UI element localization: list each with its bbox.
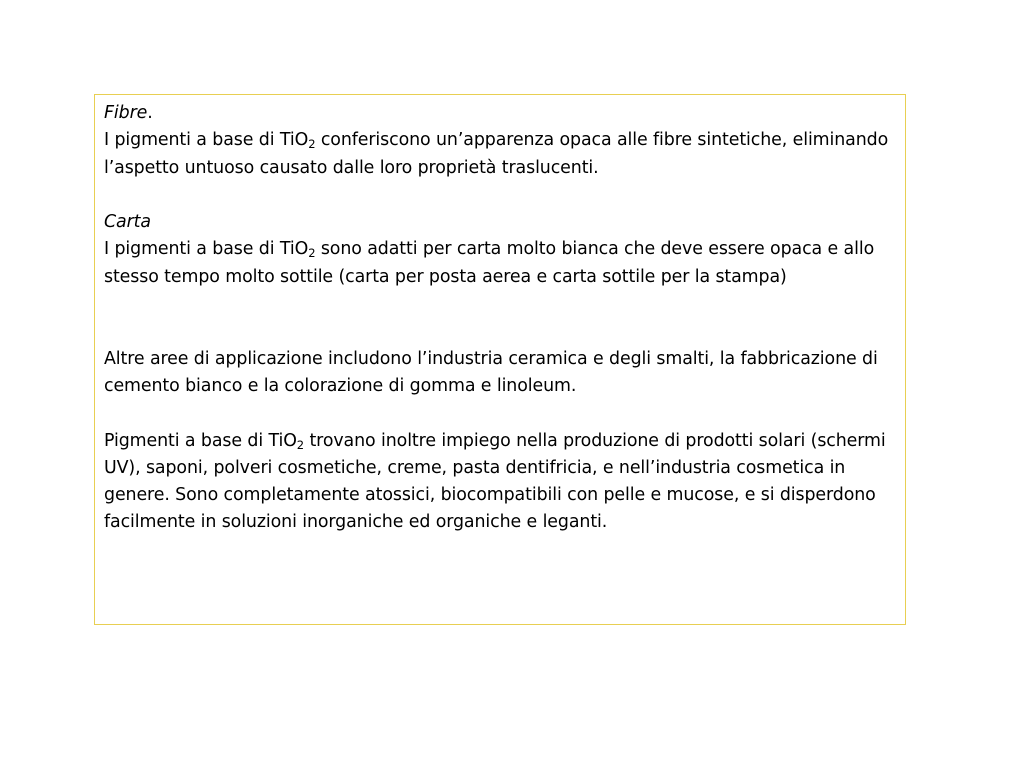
altre-aree-body: Altre aree di applicazione includono l’industria ceramica e degli smalti, la fabbricazione di cemento bianco e la colorazione di gomma e linoleum. — [104, 348, 878, 396]
pigmenti-body-before: Pigmenti a base di TiO — [104, 430, 297, 451]
spacer — [104, 291, 899, 346]
fibre-heading-text: Fibre — [104, 103, 148, 123]
carta-body-after: sono adatti per carta molto bianca che deve essere opaca e allo stesso tempo molto sottile (carta per posta aerea e carta sottile per la stampa) — [104, 239, 875, 287]
carta-body-before: I pigmenti a base di TiO — [104, 239, 309, 260]
fibre-heading — [104, 100, 899, 127]
text-box — [94, 94, 906, 625]
pigmenti-body-after: trovano inoltre impiego nella produzione di prodotti solari (schermi UV), saponi, polveri cosmetiche, creme, pasta dentifricia, e nell’industria cosmetica in genere. Sono completamente atossici, biocompatibili con pelle e mucose, e si disperdono facilmente in soluzioni inorganiche ed organiche e leganti. — [104, 430, 886, 533]
fibre-body-after: conferiscono un’apparenza opaca alle fibre sintetiche, eliminando l’aspetto untuoso causato dalle loro proprietà traslucenti. — [104, 130, 889, 178]
spacer — [104, 400, 899, 427]
pigmenti-subscript: 2 — [296, 437, 305, 452]
carta-heading — [104, 209, 899, 236]
fibre-body — [104, 127, 899, 182]
fibre-body-before: I pigmenti a base di TiO — [104, 130, 309, 151]
pigmenti-body — [104, 428, 899, 537]
carta-subscript: 2 — [308, 246, 316, 261]
carta-heading-text: Carta — [104, 212, 151, 233]
fibre-heading-suffix: . — [147, 103, 153, 123]
fibre-subscript: 2 — [308, 137, 316, 152]
carta-body — [104, 236, 899, 291]
spacer — [104, 182, 899, 209]
